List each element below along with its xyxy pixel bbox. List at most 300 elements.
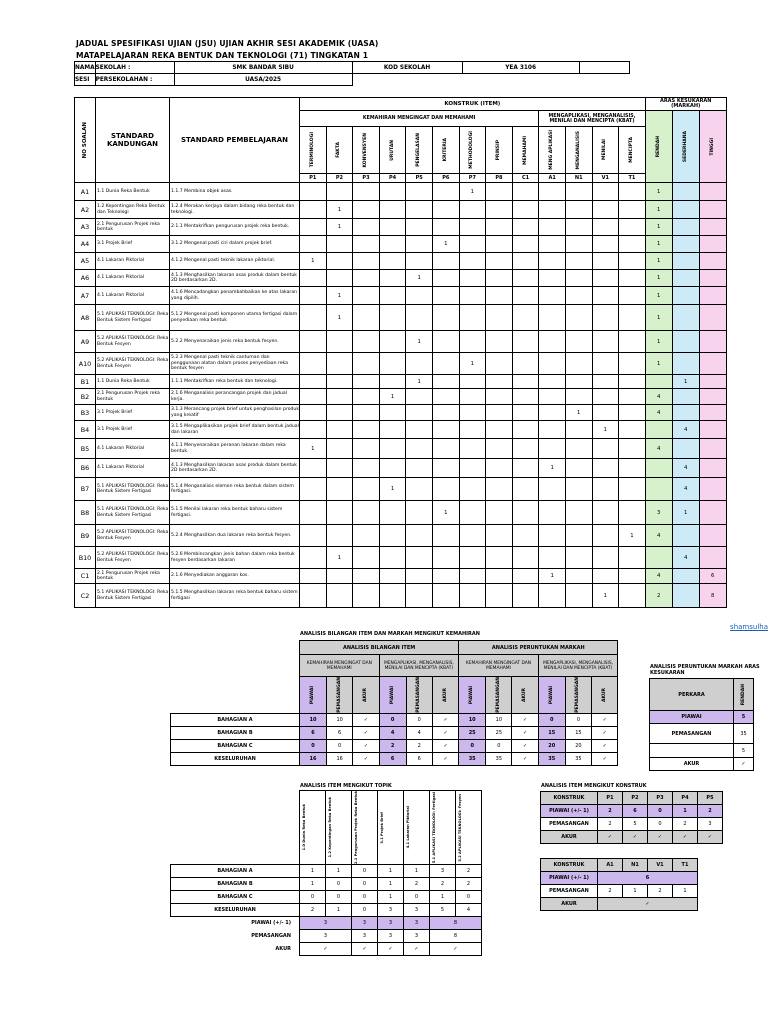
konstruk-cell: [432, 219, 459, 236]
aras-row-value: ✓: [734, 758, 754, 771]
analisis-cell: ✓: [432, 726, 458, 739]
konstruk-cell: [592, 270, 619, 287]
konstruk-cell: [512, 305, 539, 331]
konstruk-cell: [459, 525, 486, 547]
aras-cell: 1: [645, 236, 672, 253]
soalan-row: [75, 270, 727, 287]
konstruk-cell: [353, 201, 380, 219]
konstruk-cell: [459, 501, 486, 525]
konstruk-cell: [432, 405, 459, 421]
analisis-cell: ✓: [353, 726, 379, 739]
standard-kandungan: 2.1 Pengurusan Projek reka bentuk: [96, 219, 170, 236]
konstruk-cell: [619, 331, 646, 353]
konstruk-cell: [592, 253, 619, 270]
konstruk-name-2: KONVENSYEN: [362, 132, 368, 168]
soalan-no: B6: [75, 459, 96, 478]
standard-kandungan: 1.1 Dunia Reka Bentuk: [96, 375, 170, 389]
analisis-cell: ✓: [592, 726, 618, 739]
soalan-no: A5: [75, 253, 96, 270]
konstruk-cell: [379, 183, 406, 201]
konstruk-cell: [565, 287, 592, 305]
konstruk-cell: [512, 353, 539, 375]
konstruk-p-cell: ✓: [598, 831, 623, 844]
analisis-cell: ✓: [432, 752, 458, 765]
konstruk-cell: [512, 501, 539, 525]
konstruk-cell: [619, 405, 646, 421]
konstruk-cell: [539, 584, 566, 608]
analisis-cell: 6: [379, 752, 406, 765]
analisis-cell: 4: [406, 726, 432, 739]
soalan-no: B10: [75, 547, 96, 569]
konstruk-cell: [406, 405, 433, 421]
konstruk-cell: [619, 253, 646, 270]
aras-cell: [699, 270, 726, 287]
konstruk-cell: [539, 353, 566, 375]
aras-cell: [699, 459, 726, 478]
standard-pembelajaran: 3.1.3 Merancang projek brief untuk penghasilan produk yang kreatif: [170, 405, 300, 421]
konstruk-cell: [353, 183, 380, 201]
konstruk-cell: [565, 353, 592, 375]
sub-header: [538, 677, 565, 714]
blank: [171, 677, 300, 714]
konstruk-cell: [512, 236, 539, 253]
aras-col-sederhana: [672, 111, 699, 183]
konstruk-cell: [539, 501, 566, 525]
aras-cell: [645, 547, 672, 569]
standard-pembelajaran: 1.1.7 Membina objek asas.: [170, 183, 300, 201]
aras-cell: 1: [645, 331, 672, 353]
topik-akur-cell: ✓: [352, 942, 378, 955]
soalan-no: C1: [75, 569, 96, 584]
konstruk-cell: [592, 405, 619, 421]
rendah-text: RENDAH: [740, 683, 746, 706]
konstruk-col-12: [619, 127, 646, 174]
soalan-row: [75, 478, 727, 501]
sub-header-text: PEMASANGAN: [416, 677, 422, 713]
analisis-cell: ✓: [592, 713, 618, 726]
konstruk-cell: [459, 389, 486, 405]
soalan-row: [75, 287, 727, 305]
konstruk-cell: [326, 270, 353, 287]
sesi-label: SESI: [75, 74, 96, 86]
topik-cell: 1: [404, 864, 430, 877]
topik-cell: 1: [326, 864, 352, 877]
konstruk-name-12: MENCIPTA: [628, 137, 634, 163]
konstruk-col-5: [432, 127, 459, 174]
konstruk-cell: [326, 183, 353, 201]
konstruk-code-T1: T1: [619, 174, 646, 183]
konstruk-cell: [539, 305, 566, 331]
konstruk-cell: [459, 270, 486, 287]
konstruk-cell: [326, 405, 353, 421]
topik-piawai-label: PIAWAI (+/- 1): [251, 920, 291, 927]
analisis-cell: 35: [459, 752, 486, 765]
konstruk-cell: [565, 459, 592, 478]
topik-cell: 0: [404, 890, 430, 903]
konstruk-cell: [592, 478, 619, 501]
aras-row-label: PIAWAI: [650, 711, 734, 724]
konstruk-cell: [565, 525, 592, 547]
aras-cell: [672, 253, 699, 270]
topik-cell: 1: [300, 877, 326, 890]
soalan-row: [75, 525, 727, 547]
standard-pembelajaran: 3.1.5 Mengaplikasikan projek brief dalam bentuk jadual dan lakaran: [170, 421, 300, 439]
konstruk-cell: [406, 305, 433, 331]
aras-cell: [699, 253, 726, 270]
aras-row-label: PEMASANGAN: [650, 724, 734, 744]
konstruk-cell: [379, 236, 406, 253]
konstruk-cell: [300, 501, 327, 525]
konstruk-cell: 1: [459, 183, 486, 201]
aras-cell: [672, 331, 699, 353]
topik-col: [430, 791, 456, 865]
konstruk-cell: [539, 270, 566, 287]
konstruk-cell: [619, 353, 646, 375]
analisis-cell: ✓: [592, 739, 618, 752]
konstruk-cell: [592, 287, 619, 305]
standard-pembelajaran: 3.1.2 Mengenal pasti ciri dalam projek brief.: [170, 236, 300, 253]
konstruk-p-header: KONSTRUK: [541, 792, 598, 805]
konstruk-p-cell: 2: [698, 805, 723, 818]
konstruk-p-cell: 6: [623, 805, 648, 818]
konstruk-a-pem-cell: 1: [623, 885, 648, 898]
aras-cell: 1: [672, 375, 699, 389]
konstruk-p-cell: PIAWAI (+/- 1): [541, 805, 598, 818]
konstruk-cell: [512, 584, 539, 608]
konstruk-cell: [539, 201, 566, 219]
konstruk-cell: [432, 270, 459, 287]
konstruk-cell: [459, 547, 486, 569]
konstruk-p-cell: 1: [673, 805, 698, 818]
standard-pembelajaran: 4.1.3 Menghasilkan lakaran asas produk dalam bentuk 2D berdasarkan 2D.: [170, 459, 300, 478]
konstruk-code-P2: P2: [326, 174, 353, 183]
perkara-header: PERKARA: [650, 679, 734, 711]
konstruk-cell: [379, 375, 406, 389]
aras-cell: [645, 375, 672, 389]
konstruk-cell: [565, 389, 592, 405]
topik-cell: 0: [456, 890, 482, 903]
school-info-table: [74, 61, 630, 86]
konstruk-cell: [300, 547, 327, 569]
konstruk-cell: 1: [379, 389, 406, 405]
konstruk-cell: [353, 375, 380, 389]
topik-cell: 0: [326, 890, 352, 903]
konstruk-cell: [406, 584, 433, 608]
konstruk-p-cell: 2: [598, 805, 623, 818]
kemahiran-sub-1: MENGAPLIKASI, MENGANALISIS, MENILAI DAN MENCIPTA (KBAT): [379, 655, 459, 677]
topik-akur-label: AKUR: [275, 945, 291, 952]
standard-pembelajaran: 5.2.4 Menghasilkan dua lakaran reka bentuk fesyen.: [170, 525, 300, 547]
sub-header: [459, 677, 486, 714]
konstruk-col-1: [326, 127, 353, 174]
konstruk-cell: [486, 525, 513, 547]
konstruk-a-pem-cell: 2: [648, 885, 673, 898]
aras-analysis-table: [649, 678, 754, 771]
konstruk-cell: [619, 183, 646, 201]
konstruk-cell: [459, 405, 486, 421]
topik-cell: 2: [430, 877, 456, 890]
soalan-row: [75, 584, 727, 608]
soalan-row: [75, 183, 727, 201]
topik-cell: 3: [430, 864, 456, 877]
konstruk-p-cell: 0: [648, 818, 673, 831]
sub-header-text: AKUR: [362, 687, 368, 702]
topik-name: 3.1 Projek Brief: [379, 811, 384, 844]
sub-header: [592, 677, 618, 714]
sub-header: [565, 677, 591, 714]
konstruk-name-7: PRINSIP: [495, 139, 501, 161]
topik-name: 5.2 APLIKASI TEKNOLOGI: Fesyen: [457, 793, 462, 862]
konstruk-cell: [432, 421, 459, 439]
analisis-cell: 35: [565, 752, 591, 765]
konstruk-cell: [512, 183, 539, 201]
topik-cell: 5: [430, 903, 456, 916]
konstruk-cell: [459, 219, 486, 236]
topik-name: 4.1 Lakaran Piktorial: [405, 806, 410, 849]
aras-row-label: [650, 744, 734, 758]
konstruk-p-header: P1: [598, 792, 623, 805]
analisis-cell: ✓: [432, 713, 458, 726]
row-label: BAHAGIAN A: [171, 713, 300, 726]
konstruk-cell: [539, 405, 566, 421]
konstruk-cell: [486, 201, 513, 219]
konstruk-cell: 1: [539, 459, 566, 478]
konstruk-cell: [406, 421, 433, 439]
konstruk-cell: [379, 305, 406, 331]
topik-akur-cell: ✓: [430, 942, 482, 955]
sekolah-label: SEKOLAH :: [95, 62, 174, 74]
aras-cell: 6: [699, 569, 726, 584]
konstruk-cell: [486, 459, 513, 478]
konstruk-cell: [459, 236, 486, 253]
topik-name: 1.2 Kepentingan Reka Bentuk: [327, 797, 332, 858]
standard-kandungan: 5.1 APLIKASI TEKNOLOGI: Reka Bentuk Sistem Fertigasi: [96, 478, 170, 501]
konstruk-cell: [539, 389, 566, 405]
konstruk-cell: [406, 236, 433, 253]
konstruk-cell: [353, 305, 380, 331]
konstruk-p-cell: 3: [698, 818, 723, 831]
aras-cell: [699, 219, 726, 236]
standard-kandungan: 4.1 Lakaran Piktorial: [96, 253, 170, 270]
aras-cell: [672, 353, 699, 375]
sub-header: [486, 677, 512, 714]
konstruk-cell: [459, 459, 486, 478]
aras-cell: 8: [699, 584, 726, 608]
topik-col: [456, 791, 482, 865]
aras-cell: [699, 331, 726, 353]
konstruk-cell: [379, 459, 406, 478]
konstruk-cell: 1: [326, 305, 353, 331]
konstruk-cell: [326, 389, 353, 405]
analisis-cell: 10: [459, 713, 486, 726]
standard-pembelajaran: 5.2.6 Membincangkan jenis bahan dalam reka bentuk fesyen berdasarkan lakaran: [170, 547, 300, 569]
analisis-cell: 10: [300, 713, 327, 726]
soalan-row: [75, 459, 727, 478]
aras-cell: [699, 478, 726, 501]
konstruk-cell: [379, 253, 406, 270]
konstruk-cell: [459, 375, 486, 389]
standard-kandungan: 5.2 APLIKASI TEKNOLOGI: Reka Bentuk Fesyen: [96, 353, 170, 375]
konstruk-cell: [592, 389, 619, 405]
konstruk-cell: [300, 236, 327, 253]
konstruk-p-header: P3: [648, 792, 673, 805]
konstruk-cell: 1: [432, 501, 459, 525]
konstruk-cell: [539, 439, 566, 459]
topik-cell: 0: [326, 877, 352, 890]
konstruk-cell: [300, 584, 327, 608]
signature-link[interactable]: shamsulha: [730, 623, 768, 631]
konstruk-cell: [592, 183, 619, 201]
konstruk-cell: [539, 287, 566, 305]
konstruk-cell: [619, 305, 646, 331]
konstruk-cell: [326, 375, 353, 389]
soalan-row: [75, 219, 727, 236]
konstruk-col-10: [565, 127, 592, 174]
konstruk-cell: [432, 183, 459, 201]
konstruk-name-11: MENILAI: [602, 139, 608, 161]
standard-pembelajaran: 4.1.6 Mencadangkan penambahbaikan ke atas lakaran yang dipilih.: [170, 287, 300, 305]
konstruk-cell: [619, 219, 646, 236]
aras-cell: [672, 569, 699, 584]
aras-cell: 1: [645, 219, 672, 236]
analisis-row: [171, 713, 618, 726]
soalan-row: [75, 253, 727, 270]
no-soalan-header: [75, 98, 96, 183]
row-label: BAHAGIAN B: [171, 726, 300, 739]
standard-pembelajaran: 2.1.6 Menganalisis perancangan projek dan jadual kerja.: [170, 389, 300, 405]
konstruk-cell: [592, 236, 619, 253]
konstruk-cell: [432, 569, 459, 584]
analisis-cell: 0: [327, 739, 353, 752]
analisis-cell: 0: [379, 713, 406, 726]
konstruk-cell: 1: [592, 421, 619, 439]
konstruk-cell: [379, 584, 406, 608]
konstruk-cell: [432, 584, 459, 608]
konstruk-cell: [512, 389, 539, 405]
konstruk-cell: [592, 219, 619, 236]
konstruk-cell: [353, 219, 380, 236]
analisis-cell: ✓: [592, 752, 618, 765]
konstruk-cell: [432, 389, 459, 405]
konstruk-cell: [512, 525, 539, 547]
konstruk-col-11: [592, 127, 619, 174]
aras-cell: 4: [672, 547, 699, 569]
sub-header-text: PIAWAI: [548, 685, 554, 704]
item-header: ANALISIS BILANGAN ITEM: [300, 641, 459, 655]
sub-header: [432, 677, 458, 714]
konstruk-cell: [619, 569, 646, 584]
analisis-cell: 15: [565, 726, 591, 739]
konstruk-cell: [592, 525, 619, 547]
konstruk-name-10: MENGANALISIS: [575, 130, 581, 170]
konstruk-cell: [406, 478, 433, 501]
konstruk-a-header: V1: [648, 859, 673, 872]
konstruk-cell: [619, 439, 646, 459]
soalan-row: [75, 389, 727, 405]
konstruk-cell: 1: [326, 201, 353, 219]
konstruk-cell: [300, 459, 327, 478]
konstruk-cell: [512, 331, 539, 353]
kemahiran-sub-3: MENGAPLIKASI, MENGANALISIS, MENILAI DAN MENCIPTA (KBAT): [538, 655, 618, 677]
soalan-row: [75, 547, 727, 569]
konstruk-cell: [406, 353, 433, 375]
topik-pem-cell: 8: [430, 929, 482, 942]
konstruk-cell: [539, 331, 566, 353]
aras-cell: 4: [645, 405, 672, 421]
konstruk-cell: [486, 421, 513, 439]
konstruk-cell: 1: [300, 253, 327, 270]
soalan-no: B7: [75, 478, 96, 501]
konstruk-col-3: [379, 127, 406, 174]
aras-cell: [672, 525, 699, 547]
konstruk-cell: [353, 569, 380, 584]
konstruk-a-header: KONSTRUK: [541, 859, 598, 872]
aras-cell: [699, 183, 726, 201]
konstruk-cell: [592, 569, 619, 584]
standard-kandungan-header: STANDARD KANDUNGAN: [96, 98, 170, 183]
konstruk-p-cell: AKUR: [541, 831, 598, 844]
soalan-row: [75, 305, 727, 331]
kemahiran-sub-0: KEMAHIRAN MENGINGAT DAN MEMAHAMI: [300, 655, 380, 677]
sub-header: [406, 677, 432, 714]
konstruk-cell: [539, 375, 566, 389]
konstruk-name-4: PENGELASAN: [416, 133, 422, 167]
konstruk-col-9: [539, 127, 566, 174]
konstruk-cell: [459, 287, 486, 305]
konstruk-cell: [432, 478, 459, 501]
analisis-cell: 4: [379, 726, 406, 739]
konstruk-cell: [539, 183, 566, 201]
konstruk-cell: [539, 253, 566, 270]
konstruk-cell: [432, 375, 459, 389]
konstruk-cell: [432, 525, 459, 547]
konstruk-cell: [300, 353, 327, 375]
konstruk-cell: [353, 270, 380, 287]
analisis-cell: 6: [327, 726, 353, 739]
soalan-no: A7: [75, 287, 96, 305]
konstruk-cell: [592, 305, 619, 331]
soalan-no: A6: [75, 270, 96, 287]
aras-cell: [699, 201, 726, 219]
topik-name: 1.0 Dunia Reka Bentuk: [301, 804, 306, 851]
konstruk-cell: [459, 569, 486, 584]
konstruk-cell: [512, 405, 539, 421]
topik-cell: 1: [378, 877, 404, 890]
konstruk-cell: [565, 183, 592, 201]
aras-name-1: SEDERHANA: [682, 130, 688, 163]
konstruk-cell: [592, 459, 619, 478]
topik-cell: 1: [326, 903, 352, 916]
analisis-cell: 2: [406, 739, 432, 752]
markah-header: ANALISIS PERUNTUKAN MARKAH: [459, 641, 618, 655]
konstruk-cell: [486, 389, 513, 405]
konstruk-cell: [406, 219, 433, 236]
konstruk-cell: [486, 183, 513, 201]
topik-piawai-cell: 3: [404, 916, 430, 929]
aras-cell: [672, 389, 699, 405]
analisis-cell: ✓: [432, 739, 458, 752]
konstruk-code-P1: P1: [300, 174, 327, 183]
analisis-cell: 0: [300, 739, 327, 752]
konstruk-cell: [432, 253, 459, 270]
soalan-no: A8: [75, 305, 96, 331]
standard-kandungan: 3.1 Projek Brief: [96, 405, 170, 421]
konstruk-cell: [512, 459, 539, 478]
soalan-no: B9: [75, 525, 96, 547]
konstruk-a-table: [540, 858, 698, 911]
topik-cell: 4: [456, 903, 482, 916]
konstruk-cell: [300, 219, 327, 236]
